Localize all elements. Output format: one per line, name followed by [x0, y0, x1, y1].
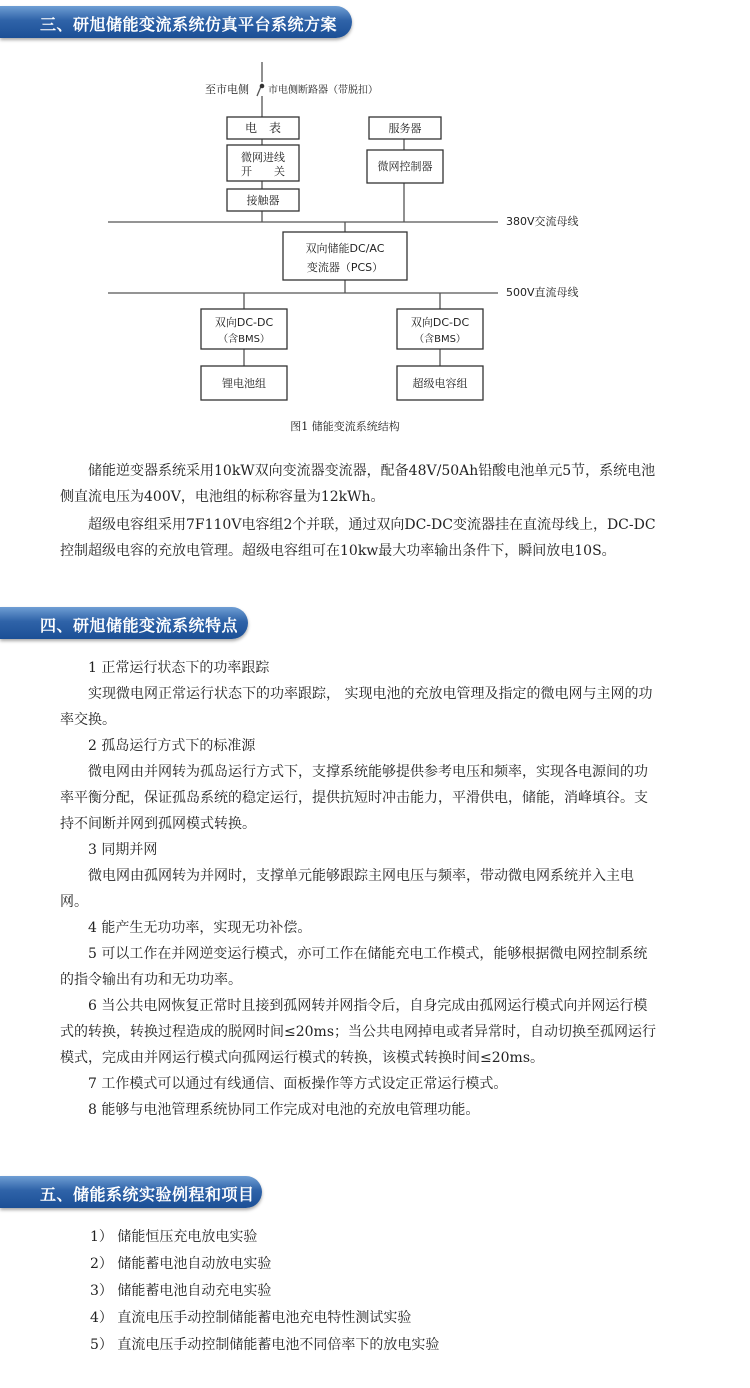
experiment-item: 1） 储能恒压充电放电实验: [90, 1229, 258, 1245]
dcdc-right-label-1: 双向DC-DC: [410, 316, 470, 329]
supercap-label: 超级电容组: [412, 377, 468, 390]
experiment-item: 3） 储能蓄电池自动充电实验: [90, 1283, 272, 1299]
switch-label-1: 微网进线: [241, 151, 285, 164]
section-banner-4: [0, 607, 248, 639]
experiment-item: 2） 储能蓄电池自动放电实验: [90, 1256, 272, 1272]
grid-side-label: 至市电侧: [205, 83, 249, 96]
feature-heading: 2 孤岛运行方式下的标准源: [88, 738, 256, 754]
dcdc-right-label-2: （含BMS）: [414, 334, 466, 345]
feature-item: [60, 733, 660, 837]
feature-heading: 3 同期并网: [88, 842, 158, 858]
system-structure-diagram: [0, 0, 750, 445]
feature-item: 4 能产生无功功率，实现无功补偿。: [88, 920, 312, 936]
experiment-item: 5） 直流电压手动控制储能蓄电池不同倍率下的放电实验: [90, 1337, 440, 1353]
dcdc-left-label-1: 双向DC-DC: [214, 316, 274, 329]
intro-paragraph-2: 超级电容组采用7F110V电容组2个并联，通过双向DC-DC变流器挂在直流母线上，DC-DC控制超级电容的充放电管理。超级电容组可在10kw最大功率输出条件下，瞬间放电10S。: [60, 517, 656, 559]
switch-label-2: 开 关: [241, 165, 285, 178]
feature-item: [60, 655, 660, 733]
section-banner-5: [0, 1176, 262, 1208]
controller-label: 微网控制器: [377, 160, 433, 173]
battery-label: 锂电池组: [222, 377, 266, 390]
feature-item: [60, 837, 660, 915]
feature-body: 微电网由孤网转为并网时，支撑单元能够跟踪主网电压与频率，带动微电网系统并入主电网。: [60, 868, 634, 910]
feature-heading: 1 正常运行状态下的功率跟踪: [88, 660, 270, 676]
feature-item: 6 当公共电网恢复正常时且接到孤网转并网指令后，自身完成由孤网运行模式向并网运行模式的转换，转换过程造成的脱网时间≤20ms；当公共电网掉电或者异常时，自动切换至孤网运行模式，完成由并网运行模式向孤网运行模式的转换，该模式转换时间≤20ms。: [60, 998, 657, 1066]
meter-label: 电 表: [244, 121, 282, 135]
figure-caption: 图1 储能变流系统结构: [290, 420, 400, 433]
server-label: 服务器: [388, 122, 422, 135]
breaker-contact: [260, 84, 265, 89]
dcdc-left-label-2: （含BMS）: [218, 334, 270, 345]
feature-item: 5 可以工作在并网逆变运行模式，亦可工作在储能充电工作模式，能够根据微电网控制系统的指令输出有功和无功功率。: [60, 946, 648, 988]
section-title: 三、研旭储能变流系统仿真平台系统方案: [40, 15, 338, 34]
feature-body: 微电网由并网转为孤岛运行方式下，支撑系统能够提供参考电压和频率，实现各电源间的功率平衡分配，保证孤岛系统的稳定运行，提供抗短时冲击能力，平滑供电，储能，消峰填谷。支持不间断并网到孤网模式转换。: [60, 764, 648, 832]
section-title: 四、研旭储能变流系统特点: [40, 616, 239, 635]
breaker-label: 市电侧断路器（带脱扣）: [268, 85, 378, 96]
dc-bus-label: 500V直流母线: [506, 286, 579, 299]
feature-body: 实现微电网正常运行状态下的功率跟踪， 实现电池的充放电管理及指定的微电网与主网的功率交换。: [60, 686, 653, 728]
experiment-item: 4） 直流电压手动控制储能蓄电池充电特性测试实验: [90, 1310, 412, 1326]
feature-item: 7 工作模式可以通过有线通信、面板操作等方式设定正常运行模式。: [88, 1076, 508, 1092]
pcs-label-2: 变流器（PCS）: [306, 261, 384, 274]
feature-item: 8 能够与电池管理系统协同工作完成对电池的充放电管理功能。: [88, 1102, 480, 1118]
intro-paragraph-1: 储能逆变器系统采用10kW双向变流器变流器，配备48V/50Ah铅酸电池单元5节，系统电池侧直流电压为400V，电池组的标称容量为12kWh。: [60, 463, 656, 505]
section-title: 五、储能系统实验例程和项目: [40, 1185, 255, 1204]
feature-list: [60, 655, 660, 1123]
pcs-label-1: 双向储能DC/AC: [305, 242, 385, 255]
ac-bus-label: 380V交流母线: [506, 215, 579, 228]
contactor-label: 接触器: [246, 194, 280, 207]
